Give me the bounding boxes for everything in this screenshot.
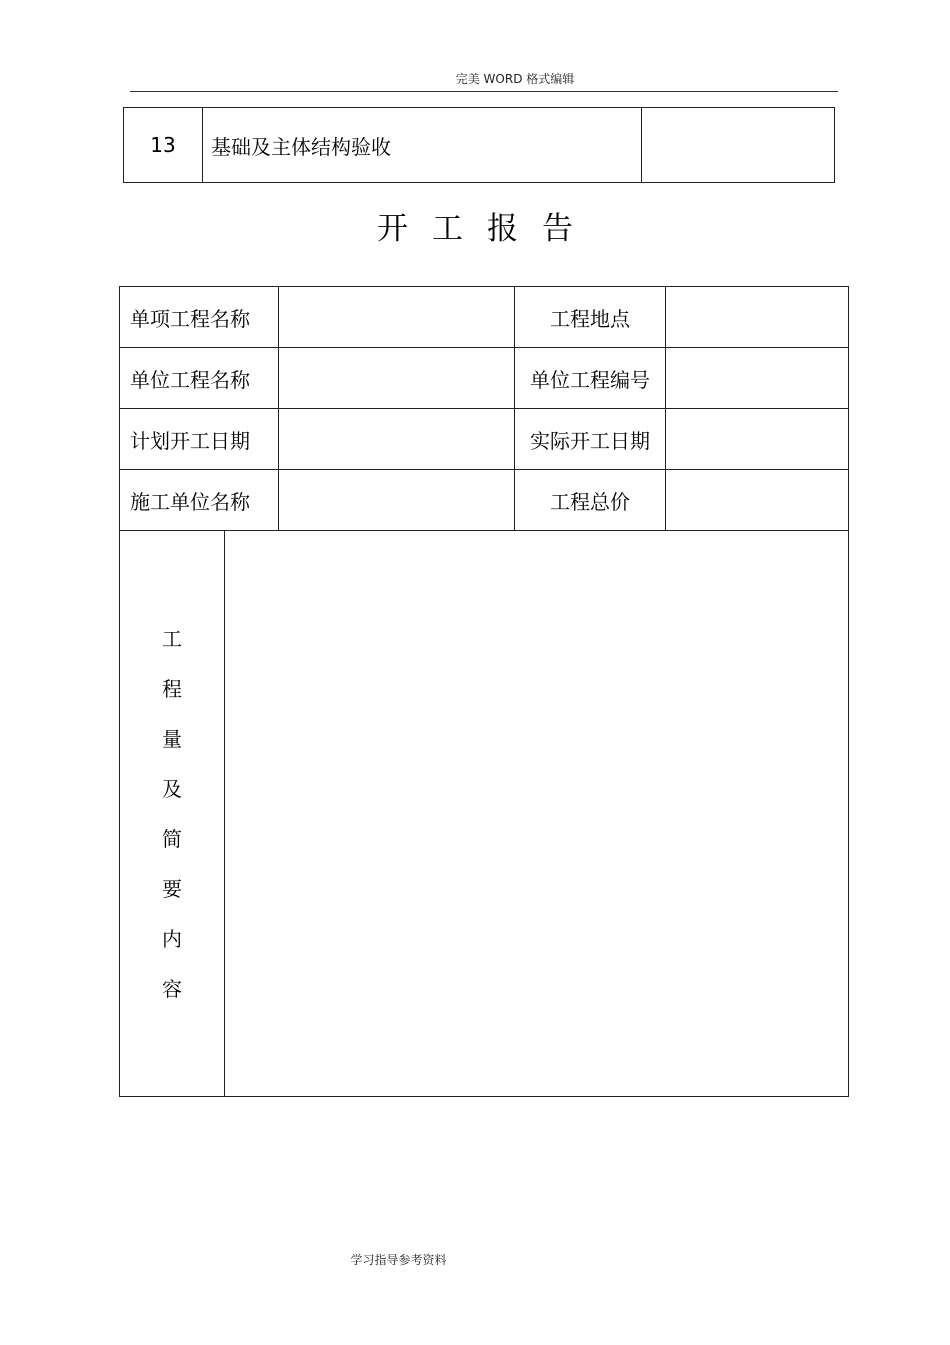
- field-actual-start-date[interactable]: [666, 409, 849, 470]
- item-value-cell[interactable]: [642, 108, 835, 183]
- field-total-price[interactable]: [666, 470, 849, 531]
- top-table: [123, 107, 835, 183]
- field-project-item-name[interactable]: [279, 287, 515, 348]
- page-footer: 学习指导参考资料: [350, 1253, 447, 1267]
- field-project-location[interactable]: [666, 287, 849, 348]
- label-char: 容: [162, 976, 182, 1001]
- label-unit-project-name: 单位工程名称: [120, 348, 279, 409]
- item-number: 13: [124, 108, 203, 183]
- form-row: [120, 348, 849, 409]
- label-char: 工: [162, 626, 182, 651]
- label-char: 简: [162, 826, 182, 851]
- field-contractor-name[interactable]: [279, 470, 515, 531]
- form-row: [120, 409, 849, 470]
- label-char: 程: [162, 676, 182, 701]
- form-row: [120, 287, 849, 348]
- field-unit-project-number[interactable]: [666, 348, 849, 409]
- page-header: 完美 WORD 格式编辑: [455, 72, 575, 86]
- label-char: 要: [162, 876, 182, 901]
- label-actual-start-date: 实际开工日期: [515, 409, 666, 470]
- page-title: 开工报告: [377, 211, 597, 247]
- label-project-location: 工程地点: [515, 287, 666, 348]
- label-char: 量: [162, 726, 182, 751]
- header-divider: [130, 91, 838, 92]
- label-planned-start-date: 计划开工日期: [120, 409, 279, 470]
- form-row: [120, 470, 849, 531]
- label-quantity-and-summary: [120, 531, 225, 1097]
- form-row-content: [120, 531, 849, 1097]
- report-form: [119, 286, 849, 1097]
- label-total-price: 工程总价: [515, 470, 666, 531]
- table-row: [124, 108, 835, 183]
- label-project-item-name: 单项工程名称: [120, 287, 279, 348]
- field-unit-project-name[interactable]: [279, 348, 515, 409]
- field-quantity-and-summary[interactable]: [225, 531, 849, 1097]
- item-title: 基础及主体结构验收: [203, 108, 642, 183]
- label-contractor-name: 施工单位名称: [120, 470, 279, 531]
- label-char: 及: [162, 776, 182, 801]
- label-unit-project-number: 单位工程编号: [515, 348, 666, 409]
- field-planned-start-date[interactable]: [279, 409, 515, 470]
- label-char: 内: [162, 926, 182, 951]
